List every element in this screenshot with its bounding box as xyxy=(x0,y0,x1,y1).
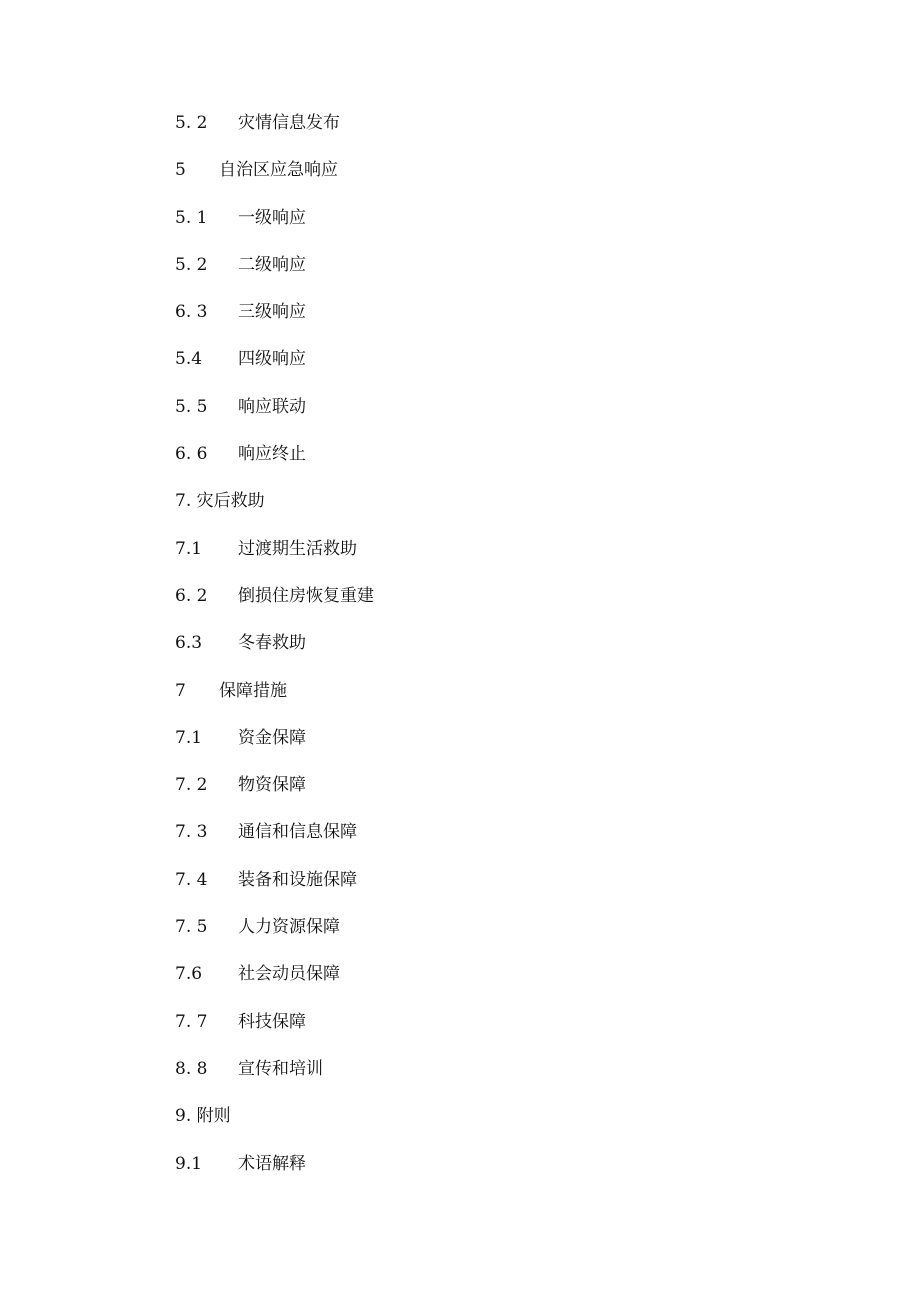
toc-entry-title: 通信和信息保障 xyxy=(238,822,357,843)
toc-entry-title: 保障措施 xyxy=(219,680,287,701)
toc-entry xyxy=(175,248,374,295)
toc-entry-title: 资金保障 xyxy=(238,727,306,748)
toc-entry xyxy=(175,201,374,248)
toc-entry-number: 9. xyxy=(175,1106,197,1127)
toc-entry-title: 二级响应 xyxy=(238,254,306,275)
toc-entry-number: 7.1 xyxy=(175,538,203,559)
toc-entry-title: 物资保障 xyxy=(238,775,306,796)
toc-entry xyxy=(175,579,374,626)
toc-entry xyxy=(175,484,374,531)
toc-entry-number: 7 xyxy=(175,680,186,701)
toc-entry xyxy=(175,768,374,815)
toc-entry-number: 7. 2 xyxy=(175,775,208,796)
toc-entry-title: 响应终止 xyxy=(238,444,306,465)
toc-entry-title: 科技保障 xyxy=(238,1011,306,1032)
toc-entry xyxy=(175,106,374,153)
toc-entry-number: 7. 5 xyxy=(175,917,208,938)
toc-entry xyxy=(175,626,374,673)
toc-entry-title: 过渡期生活救助 xyxy=(238,538,357,559)
toc-entry-title: 装备和设施保障 xyxy=(238,869,357,890)
toc-entry xyxy=(175,295,374,342)
toc-entry-number: 7. 7 xyxy=(175,1011,208,1032)
toc-entry-number: 7. 4 xyxy=(175,869,208,890)
toc-entry-number: 7. xyxy=(175,491,197,512)
toc-entry-number: 6. 2 xyxy=(175,585,208,606)
toc-entry-title: 倒损住房恢复重建 xyxy=(238,585,374,606)
toc-entry xyxy=(175,342,374,389)
toc-entry-title: 灾情信息发布 xyxy=(238,113,340,133)
toc-entry xyxy=(175,437,374,484)
toc-entry-number: 9.1 xyxy=(175,1153,203,1174)
toc-entry-number: 6. 6 xyxy=(175,444,208,465)
toc-entry-number: 6. 3 xyxy=(175,302,208,323)
toc-entry-title: 附则 xyxy=(196,1106,231,1127)
toc-entry-number: 5.4 xyxy=(175,349,203,370)
toc-entry xyxy=(175,1099,374,1146)
toc-entry-title: 自治区应急响应 xyxy=(219,160,338,181)
toc-entry-title: 响应联动 xyxy=(238,396,306,417)
toc-entry-number: 5. 1 xyxy=(175,207,208,228)
toc-entry xyxy=(175,532,374,579)
toc-entry-number: 7. 3 xyxy=(175,822,208,843)
toc-entry-number: 8. 8 xyxy=(175,1058,208,1079)
toc-entry-title: 冬春救助 xyxy=(238,633,306,654)
toc-entry-number: 5. 2 xyxy=(175,254,208,275)
toc-entry xyxy=(175,910,374,957)
toc-entry xyxy=(175,721,374,768)
toc-entry-title: 宣传和培训 xyxy=(238,1058,323,1079)
toc-entry xyxy=(175,390,374,437)
toc-entry-title: 三级响应 xyxy=(238,302,306,323)
toc-entry-number: 5 xyxy=(175,160,186,181)
toc-entry xyxy=(175,1147,374,1194)
toc-entry xyxy=(175,1052,374,1099)
toc-entry-number: 7.6 xyxy=(175,964,203,985)
toc-entry xyxy=(175,957,374,1004)
toc-entry-number: 5. 2 xyxy=(175,113,208,133)
toc-entry-number: 6.3 xyxy=(175,633,203,654)
toc-entry xyxy=(175,674,374,721)
toc-entry-title: 一级响应 xyxy=(238,207,306,228)
toc-entry xyxy=(175,863,374,910)
toc-entry-title: 社会动员保障 xyxy=(238,964,340,985)
toc-entry xyxy=(175,815,374,862)
toc-entry-title: 人力资源保障 xyxy=(238,917,340,938)
toc-entry-title: 术语解释 xyxy=(238,1153,306,1174)
toc-entry-number: 7.1 xyxy=(175,727,203,748)
toc-entry-number: 5. 5 xyxy=(175,396,208,417)
toc-entry xyxy=(175,1005,374,1052)
toc-entry-title: 灾后救助 xyxy=(196,491,265,512)
table-of-contents xyxy=(175,106,374,1194)
toc-entry xyxy=(175,153,374,200)
toc-entry-title: 四级响应 xyxy=(238,349,306,370)
